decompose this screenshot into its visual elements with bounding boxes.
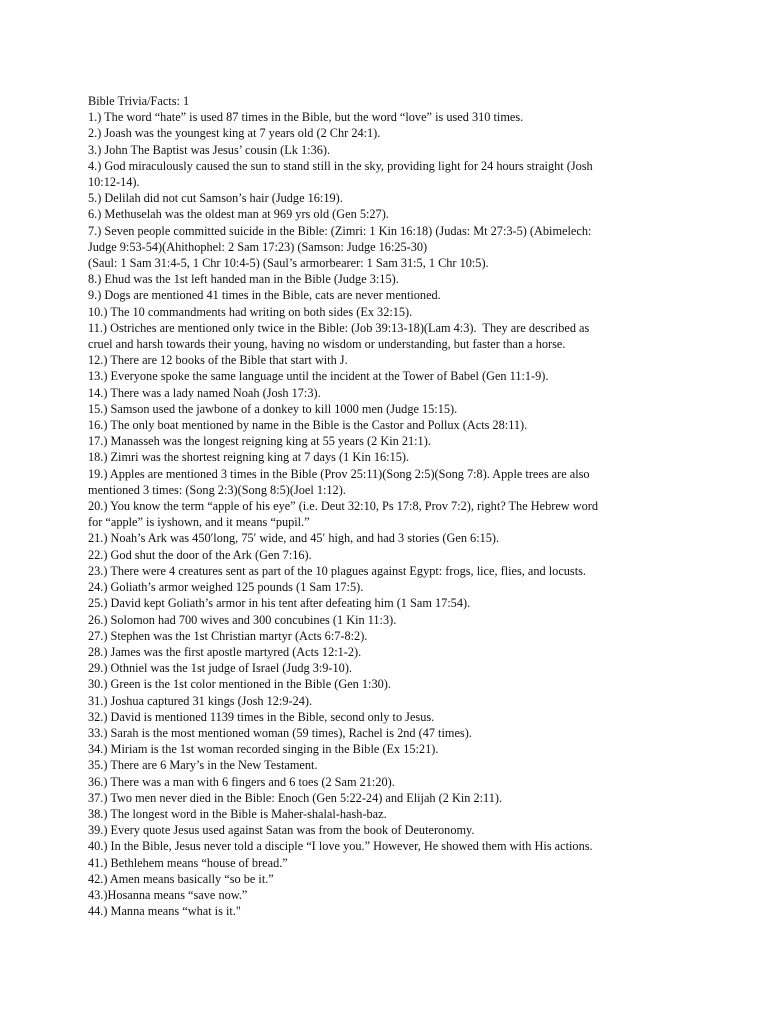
fact-line: 8.) Ehud was the 1st left handed man in the Bible (Judge 3:15). [88, 272, 399, 287]
fact-line: for “apple” is iyshown, and it means “pupil.” [88, 515, 310, 530]
fact-line: 14.) There was a lady named Noah (Josh 17:3). [88, 385, 321, 400]
fact-line: 39.) Every quote Jesus used against Satan was from the book of Deuteronomy. [88, 823, 475, 838]
fact-line: 11.) Ostriches are mentioned only twice in the Bible: (Job 39:13-18)(Lam 4:3). They are described as [88, 320, 590, 335]
fact-line: 21.) Noah’s Ark was 450′long, 75′ wide, and 45′ high, and had 3 stories (Gen 6:15). [88, 531, 500, 546]
fact-line: 33.) Sarah is the most mentioned woman (59 times), Rachel is 2nd (47 times). [88, 725, 472, 740]
fact-line: 19.) Apples are mentioned 3 times in the Bible (Prov 25:11)(Song 2:5)(Song 7:8). Apple trees are also [88, 466, 590, 481]
fact-line: 36.) There was a man with 6 fingers and 6 toes (2 Sam 21:20). [88, 774, 395, 789]
fact-line: 30.) Green is the 1st color mentioned in the Bible (Gen 1:30). [88, 677, 391, 692]
fact-line: 44.) Manna means “what is it." [88, 904, 241, 919]
fact-line: 29.) Othniel was the 1st judge of Israel (Judg 3:9-10). [88, 661, 352, 676]
fact-line: Judge 9:53-54)(Ahithophel: 2 Sam 17:23) (Samson: Judge 16:25-30) [88, 239, 428, 254]
fact-line: 5.) Delilah did not cut Samson’s hair (Judge 16:19). [88, 191, 343, 206]
fact-line: 16.) The only boat mentioned by name in the Bible is the Castor and Pollux (Acts 28:11). [88, 418, 528, 433]
fact-line: 31.) Joshua captured 31 kings (Josh 12:9-24). [88, 693, 313, 708]
fact-line: 22.) God shut the door of the Ark (Gen 7:16). [88, 547, 312, 562]
fact-line: 32.) David is mentioned 1139 times in the Bible, second only to Jesus. [88, 709, 435, 724]
fact-line: 2.) Joash was the youngest king at 7 years old (2 Chr 24:1). [88, 126, 381, 141]
fact-line: 37.) Two men never died in the Bible: Enoch (Gen 5:22-24) and Elijah (2 Kin 2:11). [88, 790, 503, 805]
fact-line: 24.) Goliath’s armor weighed 125 pounds (1 Sam 17:5). [88, 580, 364, 595]
fact-line: mentioned 3 times: (Song 2:3)(Song 8:5)(Joel 1:12). [88, 482, 346, 497]
fact-line: 15.) Samson used the jawbone of a donkey to kill 1000 men (Judge 15:15). [88, 401, 458, 416]
fact-line: 1.) The word “hate” is used 87 times in the Bible, but the word “love” is used 310 times. [88, 110, 524, 125]
fact-line: 38.) The longest word in the Bible is Maher-shalal-hash-baz. [88, 806, 387, 821]
fact-line: 34.) Miriam is the 1st woman recorded singing in the Bible (Ex 15:21). [88, 742, 439, 757]
fact-line: 10.) The 10 commandments had writing on both sides (Ex 32:15). [88, 304, 413, 319]
fact-line: 7.) Seven people committed suicide in the Bible: (Zimri: 1 Kin 16:18) (Judas: Mt 27:3-5) (Abimelech: [88, 223, 592, 238]
fact-line: 23.) There were 4 creatures sent as part of the 10 plagues against Egypt: frogs, lice, flies, and locusts. [88, 563, 586, 578]
fact-line: 20.) You know the term “apple of his eye” (i.e. Deut 32:10, Ps 17:8, Prov 7:2), right? The Hebrew word [88, 499, 599, 514]
fact-line: 42.) Amen means basically “so be it.” [88, 871, 274, 886]
fact-line: 4.) God miraculously caused the sun to stand still in the sky, providing light for 24 hours straight (Josh [88, 158, 593, 173]
fact-line: 9.) Dogs are mentioned 41 times in the Bible, cats are never mentioned. [88, 288, 441, 303]
fact-line: cruel and harsh towards their young, having no wisdom or understanding, but faster than a horse. [88, 337, 566, 352]
document-page [88, 93, 688, 919]
fact-line: 43.)Hosanna means “save now.” [88, 887, 248, 902]
fact-line: 25.) David kept Goliath’s armor in his tent after defeating him (1 Sam 17:54). [88, 596, 471, 611]
fact-line: 35.) There are 6 Mary’s in the New Testament. [88, 758, 318, 773]
document-title: Bible Trivia/Facts: 1 [88, 94, 190, 108]
fact-line: 41.) Bethlehem means “house of bread.” [88, 855, 288, 870]
fact-line: 27.) Stephen was the 1st Christian martyr (Acts 6:7-8:2). [88, 628, 368, 643]
fact-line: 12.) There are 12 books of the Bible that start with J. [88, 353, 348, 368]
fact-line: 26.) Solomon had 700 wives and 300 concubines (1 Kin 11:3). [88, 612, 397, 627]
fact-line: 18.) Zimri was the shortest reigning king at 7 days (1 Kin 16:15). [88, 450, 410, 465]
fact-line: (Saul: 1 Sam 31:4-5, 1 Chr 10:4-5) (Saul’s armorbearer: 1 Sam 31:5, 1 Chr 10:5). [88, 256, 489, 271]
fact-line: 28.) James was the first apostle martyred (Acts 12:1-2). [88, 644, 362, 659]
fact-line: 40.) In the Bible, Jesus never told a disciple “I love you.” However, He showed them with His actions. [88, 839, 593, 854]
fact-line: 3.) John The Baptist was Jesus’ cousin (Lk 1:36). [88, 142, 331, 157]
fact-line: 17.) Manasseh was the longest reigning king at 55 years (2 Kin 21:1). [88, 434, 431, 449]
fact-line: 10:12-14). [88, 175, 140, 190]
fact-line: 6.) Methuselah was the oldest man at 969 yrs old (Gen 5:27). [88, 207, 389, 222]
fact-line: 13.) Everyone spoke the same language until the incident at the Tower of Babel (Gen 11:1-9). [88, 369, 549, 384]
